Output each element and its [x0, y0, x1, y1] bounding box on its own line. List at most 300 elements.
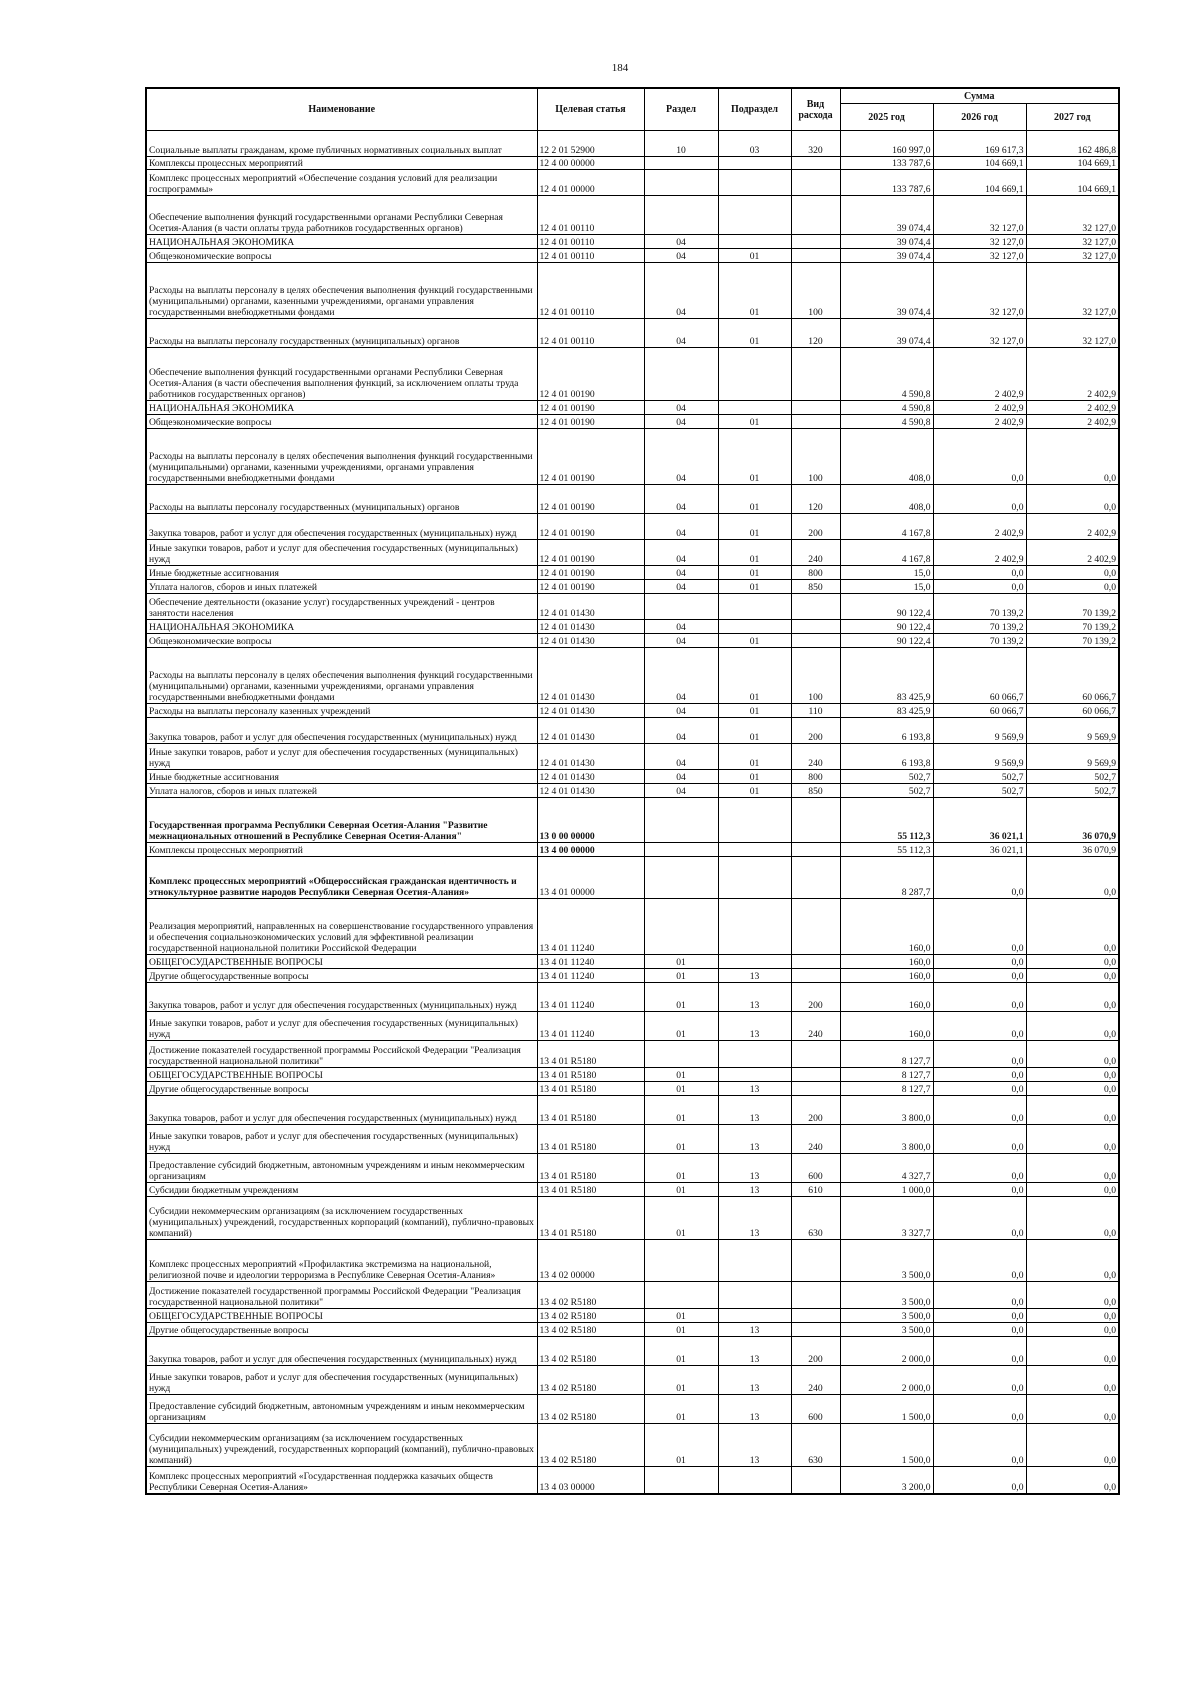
cell-expense-type: 240	[791, 1012, 840, 1041]
cell-sum-2027: 2 402,9	[1026, 514, 1119, 540]
cell-target-code: 13 4 01 00000	[537, 857, 644, 899]
cell-sum-2026: 70 139,2	[933, 594, 1026, 620]
cell-expense-type	[791, 401, 840, 415]
cell-sum-2027: 0,0	[1026, 1424, 1119, 1467]
cell-sum-2026: 2 402,9	[933, 540, 1026, 566]
cell-sum-2025: 3 800,0	[840, 1096, 933, 1125]
table-row	[146, 429, 1119, 485]
cell-subsection	[718, 1309, 791, 1323]
cell-target-code: 13 4 01 R5180	[537, 1125, 644, 1154]
cell-target-code: 13 4 02 R5180	[537, 1323, 644, 1337]
cell-section: 01	[644, 1309, 718, 1323]
cell-subsection	[718, 1041, 791, 1068]
cell-section: 04	[644, 401, 718, 415]
table-row	[146, 718, 1119, 744]
cell-sum-2026: 104 669,1	[933, 170, 1026, 196]
cell-sum-2027: 0,0	[1026, 1467, 1119, 1494]
header-sum: Сумма	[840, 88, 1119, 104]
cell-sum-2027: 0,0	[1026, 1282, 1119, 1309]
cell-sum-2025: 90 122,4	[840, 594, 933, 620]
table-row	[146, 1082, 1119, 1096]
cell-target-code: 12 4 01 00110	[537, 263, 644, 319]
cell-target-code: 12 4 01 00190	[537, 401, 644, 415]
cell-name: Реализация мероприятий, направленных на совершенствование государственного управления и обеспечения социальноэкономических условий для эффективной реализации государственной национальной политики Российской Федерации	[146, 899, 537, 955]
table-row	[146, 1366, 1119, 1395]
cell-sum-2025: 15,0	[840, 566, 933, 580]
cell-expense-type	[791, 1068, 840, 1082]
table-row	[146, 540, 1119, 566]
table-row	[146, 157, 1119, 170]
cell-target-code: 12 4 01 00110	[537, 319, 644, 348]
cell-sum-2026: 0,0	[933, 1309, 1026, 1323]
cell-expense-type	[791, 798, 840, 843]
cell-section: 01	[644, 983, 718, 1012]
cell-sum-2025: 408,0	[840, 485, 933, 514]
budget-table	[145, 87, 1120, 1495]
cell-expense-type	[791, 415, 840, 429]
cell-name: НАЦИОНАЛЬНАЯ ЭКОНОМИКА	[146, 620, 537, 634]
cell-sum-2026: 2 402,9	[933, 348, 1026, 401]
cell-name: Расходы на выплаты персоналу в целях обеспечения выполнения функций государственными (муниципальными) органами, казенными учреждениями, органами управления государственными внебюджетными фондами	[146, 263, 537, 319]
cell-section: 01	[644, 1183, 718, 1197]
cell-name: Комплексы процессных мероприятий	[146, 157, 537, 170]
cell-section	[644, 348, 718, 401]
cell-name: Уплата налогов, сборов и иных платежей	[146, 784, 537, 798]
cell-sum-2026: 60 066,7	[933, 704, 1026, 718]
cell-name: Общеэкономические вопросы	[146, 634, 537, 648]
cell-target-code: 12 4 01 00190	[537, 566, 644, 580]
cell-expense-type: 100	[791, 263, 840, 319]
cell-sum-2026: 2 402,9	[933, 401, 1026, 415]
cell-sum-2026: 32 127,0	[933, 319, 1026, 348]
cell-sum-2026: 104 669,1	[933, 157, 1026, 170]
cell-sum-2025: 4 327,7	[840, 1154, 933, 1183]
cell-sum-2026: 70 139,2	[933, 634, 1026, 648]
cell-sum-2027: 0,0	[1026, 1197, 1119, 1240]
cell-name: Иные закупки товаров, работ и услуг для обеспечения государственных (муниципальных) нужд	[146, 744, 537, 770]
cell-expense-type	[791, 157, 840, 170]
cell-sum-2025: 4 167,8	[840, 540, 933, 566]
cell-sum-2027: 60 066,7	[1026, 648, 1119, 704]
cell-section: 01	[644, 955, 718, 969]
cell-sum-2025: 4 590,8	[840, 415, 933, 429]
cell-expense-type: 600	[791, 1154, 840, 1183]
cell-target-code: 13 4 01 R5180	[537, 1154, 644, 1183]
cell-name: Комплекс процессных мероприятий «Профилактика экстремизма на национальной, религиозной почве и идеологии терроризма в Республике Северная Осетия-Алания»	[146, 1240, 537, 1282]
cell-name: Другие общегосударственные вопросы	[146, 1323, 537, 1337]
cell-sum-2025: 3 500,0	[840, 1282, 933, 1309]
table-row	[146, 955, 1119, 969]
cell-sum-2026: 0,0	[933, 1337, 1026, 1366]
cell-target-code: 13 4 01 R5180	[537, 1041, 644, 1068]
cell-name: Закупка товаров, работ и услуг для обеспечения государственных (муниципальных) нужд	[146, 514, 537, 540]
cell-sum-2027: 60 066,7	[1026, 704, 1119, 718]
cell-sum-2025: 83 425,9	[840, 648, 933, 704]
cell-sum-2026: 0,0	[933, 1395, 1026, 1424]
cell-name: НАЦИОНАЛЬНАЯ ЭКОНОМИКА	[146, 401, 537, 415]
cell-name: ОБЩЕГОСУДАРСТВЕННЫЕ ВОПРОСЫ	[146, 1309, 537, 1323]
cell-expense-type: 200	[791, 718, 840, 744]
cell-sum-2027: 0,0	[1026, 955, 1119, 969]
cell-subsection: 01	[718, 634, 791, 648]
cell-expense-type: 630	[791, 1197, 840, 1240]
cell-target-code: 12 4 01 00190	[537, 580, 644, 594]
table-row	[146, 131, 1119, 157]
cell-sum-2027: 0,0	[1026, 983, 1119, 1012]
cell-target-code: 13 4 01 11240	[537, 955, 644, 969]
cell-section	[644, 157, 718, 170]
cell-section: 04	[644, 319, 718, 348]
cell-subsection: 01	[718, 566, 791, 580]
cell-section: 04	[644, 784, 718, 798]
cell-target-code: 12 4 01 00190	[537, 348, 644, 401]
table-row	[146, 594, 1119, 620]
cell-target-code: 13 4 01 11240	[537, 1012, 644, 1041]
cell-section: 04	[644, 620, 718, 634]
cell-expense-type	[791, 843, 840, 857]
cell-expense-type	[791, 620, 840, 634]
cell-target-code: 12 4 01 00190	[537, 540, 644, 566]
cell-name: Закупка товаров, работ и услуг для обеспечения государственных (муниципальных) нужд	[146, 718, 537, 744]
table-row	[146, 196, 1119, 235]
page-number: 184	[611, 62, 629, 74]
header-2027: 2027 год	[1026, 104, 1119, 131]
cell-section: 04	[644, 718, 718, 744]
cell-expense-type	[791, 348, 840, 401]
cell-target-code: 12 4 01 01430	[537, 704, 644, 718]
cell-sum-2026: 0,0	[933, 1467, 1026, 1494]
cell-sum-2025: 3 500,0	[840, 1323, 933, 1337]
cell-target-code: 13 4 02 R5180	[537, 1395, 644, 1424]
cell-subsection	[718, 1240, 791, 1282]
cell-target-code: 12 4 01 00190	[537, 485, 644, 514]
table-row	[146, 969, 1119, 983]
cell-target-code: 12 4 01 00000	[537, 170, 644, 196]
table-row	[146, 514, 1119, 540]
cell-target-code: 12 4 01 00190	[537, 429, 644, 485]
cell-sum-2025: 8 127,7	[840, 1082, 933, 1096]
table-row	[146, 1012, 1119, 1041]
cell-sum-2025: 6 193,8	[840, 718, 933, 744]
cell-section: 10	[644, 131, 718, 157]
cell-section: 01	[644, 1395, 718, 1424]
table-row	[146, 770, 1119, 784]
table-row	[146, 348, 1119, 401]
cell-name: Комплекс процессных мероприятий «Государственная поддержка казачьих обществ Республики Северная Осетия-Алания»	[146, 1467, 537, 1494]
cell-sum-2025: 3 800,0	[840, 1125, 933, 1154]
table-row	[146, 319, 1119, 348]
cell-subsection	[718, 594, 791, 620]
cell-target-code: 12 4 01 01430	[537, 718, 644, 744]
table-row	[146, 1041, 1119, 1068]
cell-sum-2027: 32 127,0	[1026, 249, 1119, 263]
cell-sum-2025: 1 000,0	[840, 1183, 933, 1197]
cell-expense-type	[791, 1282, 840, 1309]
cell-sum-2025: 55 112,3	[840, 798, 933, 843]
cell-section	[644, 843, 718, 857]
cell-target-code: 13 4 01 11240	[537, 899, 644, 955]
cell-sum-2026: 0,0	[933, 1096, 1026, 1125]
cell-sum-2026: 0,0	[933, 1125, 1026, 1154]
cell-section: 04	[644, 514, 718, 540]
cell-sum-2026: 0,0	[933, 1424, 1026, 1467]
table-row	[146, 1424, 1119, 1467]
cell-sum-2026: 0,0	[933, 1197, 1026, 1240]
cell-name: Иные закупки товаров, работ и услуг для обеспечения государственных (муниципальных) нужд	[146, 1125, 537, 1154]
cell-expense-type: 100	[791, 648, 840, 704]
cell-subsection	[718, 955, 791, 969]
header-2025: 2025 год	[840, 104, 933, 131]
cell-subsection: 01	[718, 319, 791, 348]
cell-subsection: 01	[718, 540, 791, 566]
cell-target-code: 13 4 02 R5180	[537, 1424, 644, 1467]
cell-expense-type: 110	[791, 704, 840, 718]
table-row	[146, 263, 1119, 319]
cell-name: Субсидии бюджетным учреждениям	[146, 1183, 537, 1197]
cell-sum-2025: 3 327,7	[840, 1197, 933, 1240]
cell-subsection: 01	[718, 415, 791, 429]
cell-sum-2025: 4 590,8	[840, 401, 933, 415]
cell-name: Иные закупки товаров, работ и услуг для обеспечения государственных (муниципальных) нужд	[146, 1366, 537, 1395]
cell-sum-2027: 2 402,9	[1026, 415, 1119, 429]
cell-name: НАЦИОНАЛЬНАЯ ЭКОНОМИКА	[146, 235, 537, 249]
cell-name: Субсидии некоммерческим организациям (за исключением государственных (муниципальных) учреждений, государственных корпораций (компаний), публично-правовых компаний)	[146, 1424, 537, 1467]
cell-sum-2026: 0,0	[933, 1082, 1026, 1096]
cell-section: 01	[644, 1197, 718, 1240]
cell-expense-type: 600	[791, 1395, 840, 1424]
cell-section: 04	[644, 263, 718, 319]
cell-sum-2027: 32 127,0	[1026, 263, 1119, 319]
cell-expense-type	[791, 969, 840, 983]
cell-section: 01	[644, 1366, 718, 1395]
cell-section: 04	[644, 485, 718, 514]
cell-section: 01	[644, 1125, 718, 1154]
cell-sum-2027: 2 402,9	[1026, 540, 1119, 566]
cell-subsection	[718, 843, 791, 857]
cell-expense-type: 610	[791, 1183, 840, 1197]
cell-sum-2027: 0,0	[1026, 1309, 1119, 1323]
cell-sum-2027: 70 139,2	[1026, 634, 1119, 648]
cell-sum-2025: 8 127,7	[840, 1068, 933, 1082]
cell-name: Достижение показателей государственной программы Российской Федерации "Реализация государственной национальной политики"	[146, 1041, 537, 1068]
cell-name: Уплата налогов, сборов и иных платежей	[146, 580, 537, 594]
cell-section: 04	[644, 566, 718, 580]
table-row	[146, 415, 1119, 429]
cell-section	[644, 899, 718, 955]
cell-section	[644, 1041, 718, 1068]
cell-sum-2027: 0,0	[1026, 1337, 1119, 1366]
table-row	[146, 798, 1119, 843]
cell-expense-type	[791, 1240, 840, 1282]
cell-target-code: 13 4 02 R5180	[537, 1337, 644, 1366]
cell-target-code: 12 4 01 00190	[537, 514, 644, 540]
cell-name: Социальные выплаты гражданам, кроме публичных нормативных социальных выплат	[146, 131, 537, 157]
cell-section: 04	[644, 704, 718, 718]
table-row	[146, 1197, 1119, 1240]
cell-name: Комплекс процессных мероприятий «Общероссийская гражданская идентичность и этнокультурное развитие народов Республики Северная Осетия-Алания»	[146, 857, 537, 899]
cell-expense-type: 240	[791, 1125, 840, 1154]
cell-subsection: 13	[718, 1337, 791, 1366]
cell-name: Обеспечение выполнения функций государственными органами Республики Северная Осетия-Алания (в части оплаты труда работников государственных органов)	[146, 196, 537, 235]
cell-section: 04	[644, 429, 718, 485]
header-subsection: Подраздел	[718, 88, 791, 131]
table-header	[146, 88, 1119, 131]
cell-subsection: 01	[718, 263, 791, 319]
cell-section: 04	[644, 540, 718, 566]
cell-target-code: 12 4 01 01430	[537, 594, 644, 620]
table-row	[146, 566, 1119, 580]
cell-sum-2025: 160,0	[840, 1012, 933, 1041]
cell-subsection	[718, 1068, 791, 1082]
cell-target-code: 12 4 01 00110	[537, 249, 644, 263]
cell-target-code: 13 4 01 R5180	[537, 1082, 644, 1096]
cell-subsection: 01	[718, 770, 791, 784]
cell-sum-2027: 0,0	[1026, 429, 1119, 485]
cell-subsection: 13	[718, 1197, 791, 1240]
cell-expense-type	[791, 1323, 840, 1337]
cell-sum-2025: 4 167,8	[840, 514, 933, 540]
cell-sum-2025: 4 590,8	[840, 348, 933, 401]
cell-sum-2026: 502,7	[933, 784, 1026, 798]
cell-expense-type: 240	[791, 744, 840, 770]
cell-expense-type: 240	[791, 1366, 840, 1395]
table-row	[146, 580, 1119, 594]
cell-expense-type: 630	[791, 1424, 840, 1467]
cell-target-code: 12 4 01 01430	[537, 648, 644, 704]
cell-sum-2026: 0,0	[933, 429, 1026, 485]
cell-subsection: 01	[718, 718, 791, 744]
cell-subsection: 13	[718, 1082, 791, 1096]
cell-target-code: 13 4 01 11240	[537, 969, 644, 983]
cell-target-code: 13 4 01 R5180	[537, 1197, 644, 1240]
cell-sum-2026: 0,0	[933, 1068, 1026, 1082]
cell-sum-2025: 1 500,0	[840, 1395, 933, 1424]
cell-expense-type: 240	[791, 540, 840, 566]
cell-expense-type	[791, 235, 840, 249]
cell-section	[644, 798, 718, 843]
table-row	[146, 983, 1119, 1012]
table-row	[146, 485, 1119, 514]
cell-subsection	[718, 1467, 791, 1494]
cell-target-code: 13 4 00 00000	[537, 843, 644, 857]
cell-name: Государственная программа Республики Северная Осетия-Алания "Развитие межнациональных отношений в Республике Северная Осетия-Алания"	[146, 798, 537, 843]
cell-sum-2025: 502,7	[840, 770, 933, 784]
cell-sum-2027: 162 486,8	[1026, 131, 1119, 157]
cell-sum-2027: 0,0	[1026, 1323, 1119, 1337]
cell-sum-2026: 0,0	[933, 1183, 1026, 1197]
cell-subsection: 01	[718, 704, 791, 718]
cell-section	[644, 170, 718, 196]
cell-subsection: 01	[718, 580, 791, 594]
cell-sum-2027: 2 402,9	[1026, 348, 1119, 401]
cell-expense-type	[791, 196, 840, 235]
cell-expense-type: 120	[791, 485, 840, 514]
cell-sum-2027: 32 127,0	[1026, 235, 1119, 249]
cell-subsection: 13	[718, 1096, 791, 1125]
table-row	[146, 784, 1119, 798]
cell-sum-2027: 0,0	[1026, 1366, 1119, 1395]
cell-target-code: 12 4 00 00000	[537, 157, 644, 170]
cell-expense-type	[791, 1309, 840, 1323]
cell-sum-2026: 0,0	[933, 899, 1026, 955]
cell-name: Обеспечение деятельности (оказание услуг) государственных учреждений - центров занятости населения	[146, 594, 537, 620]
cell-expense-type: 100	[791, 429, 840, 485]
cell-sum-2025: 90 122,4	[840, 634, 933, 648]
cell-name: Общеэкономические вопросы	[146, 415, 537, 429]
cell-target-code: 12 4 01 00110	[537, 235, 644, 249]
cell-sum-2025: 2 000,0	[840, 1366, 933, 1395]
cell-name: Субсидии некоммерческим организациям (за исключением государственных (муниципальных) учреждений, государственных корпораций (компаний), публично-правовых компаний)	[146, 1197, 537, 1240]
cell-sum-2026: 0,0	[933, 1154, 1026, 1183]
cell-target-code: 13 4 02 R5180	[537, 1366, 644, 1395]
cell-sum-2025: 3 500,0	[840, 1309, 933, 1323]
cell-sum-2026: 2 402,9	[933, 415, 1026, 429]
cell-section	[644, 1282, 718, 1309]
cell-sum-2026: 32 127,0	[933, 249, 1026, 263]
cell-subsection: 13	[718, 1183, 791, 1197]
cell-name: ОБЩЕГОСУДАРСТВЕННЫЕ ВОПРОСЫ	[146, 1068, 537, 1082]
cell-name: Расходы на выплаты персоналу государственных (муниципальных) органов	[146, 485, 537, 514]
cell-sum-2026: 36 021,1	[933, 798, 1026, 843]
header-expense-type: Вид расхода	[791, 88, 840, 131]
cell-sum-2027: 0,0	[1026, 1183, 1119, 1197]
cell-sum-2025: 502,7	[840, 784, 933, 798]
cell-subsection: 13	[718, 1366, 791, 1395]
cell-target-code: 12 4 01 01430	[537, 744, 644, 770]
cell-subsection: 13	[718, 969, 791, 983]
cell-sum-2026: 0,0	[933, 1282, 1026, 1309]
cell-name: Достижение показателей государственной программы Российской Федерации "Реализация государственной национальной политики"	[146, 1282, 537, 1309]
cell-sum-2025: 408,0	[840, 429, 933, 485]
cell-sum-2027: 0,0	[1026, 969, 1119, 983]
cell-name: Предоставление субсидий бюджетным, автономным учреждениям и иным некоммерческим организациям	[146, 1154, 537, 1183]
cell-name: Расходы на выплаты персоналу казенных учреждений	[146, 704, 537, 718]
cell-sum-2027: 0,0	[1026, 485, 1119, 514]
cell-expense-type	[791, 1041, 840, 1068]
cell-sum-2026: 9 569,9	[933, 718, 1026, 744]
table-row	[146, 170, 1119, 196]
cell-sum-2026: 9 569,9	[933, 744, 1026, 770]
cell-subsection	[718, 235, 791, 249]
cell-name: Закупка товаров, работ и услуг для обеспечения государственных (муниципальных) нужд	[146, 1337, 537, 1366]
cell-section: 04	[644, 249, 718, 263]
cell-expense-type: 800	[791, 566, 840, 580]
cell-name: Другие общегосударственные вопросы	[146, 969, 537, 983]
cell-section: 01	[644, 1424, 718, 1467]
cell-sum-2026: 32 127,0	[933, 235, 1026, 249]
table-row	[146, 1183, 1119, 1197]
cell-sum-2027: 2 402,9	[1026, 401, 1119, 415]
cell-subsection	[718, 196, 791, 235]
cell-subsection	[718, 899, 791, 955]
cell-subsection	[718, 401, 791, 415]
cell-sum-2025: 160,0	[840, 983, 933, 1012]
cell-sum-2027: 502,7	[1026, 784, 1119, 798]
cell-expense-type: 320	[791, 131, 840, 157]
cell-subsection: 01	[718, 514, 791, 540]
cell-subsection	[718, 1282, 791, 1309]
cell-sum-2027: 0,0	[1026, 1082, 1119, 1096]
cell-expense-type: 120	[791, 319, 840, 348]
cell-sum-2027: 0,0	[1026, 1240, 1119, 1282]
table-row	[146, 899, 1119, 955]
cell-subsection: 13	[718, 983, 791, 1012]
cell-sum-2026: 0,0	[933, 1366, 1026, 1395]
table-row	[146, 744, 1119, 770]
cell-sum-2027: 70 139,2	[1026, 594, 1119, 620]
cell-sum-2027: 104 669,1	[1026, 157, 1119, 170]
cell-expense-type	[791, 899, 840, 955]
